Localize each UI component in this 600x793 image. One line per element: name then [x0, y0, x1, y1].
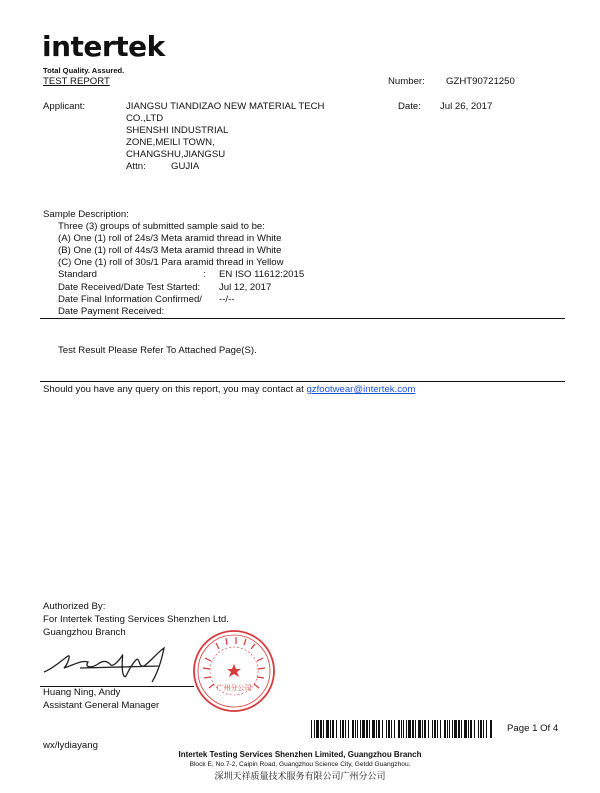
standard-label: Standard [58, 269, 97, 280]
logo-tagline: Total Quality. Assured. [43, 66, 125, 75]
applicant-line: CO.,LTD [126, 113, 164, 124]
divider [40, 381, 565, 382]
date-received-value: Jul 12, 2017 [219, 282, 272, 293]
date-payment-label: Date Payment Received: [58, 306, 165, 317]
attn-value: GUJIA [171, 161, 200, 172]
standard-value: EN ISO 11612:2015 [219, 269, 305, 280]
authorized-company: For Intertek Testing Services Shenzhen Ltd. [43, 614, 229, 625]
company-seal-stamp [191, 628, 277, 714]
standard-separator: : [203, 269, 206, 280]
sample-heading: Sample Description: [43, 209, 129, 220]
barcode [311, 720, 495, 738]
contact-text: Should you have any query on this report, you may contact at [43, 384, 307, 395]
date-received-label: Date Received/Date Test Started: [58, 282, 201, 293]
applicant-line: JIANGSU TIANDIZAO NEW MATERIAL TECH [126, 101, 325, 112]
authorized-branch: Guangzhou Branch [43, 627, 126, 638]
report-date: Jul 26, 2017 [440, 101, 493, 112]
sample-item: (B) One (1) roll of 44s/3 Meta aramid thread in White [58, 245, 282, 256]
stamp-center-text: 广州分公司 [216, 684, 252, 692]
number-label: Number: [388, 76, 425, 87]
divider [40, 318, 565, 319]
footer-reference: wx/lydiayang [43, 740, 98, 751]
signer-name: Huang Ning, Andy [43, 687, 121, 698]
applicant-line: CHANGSHU,JIANGSU [126, 149, 226, 160]
test-result-text: Test Result Please Refer To Attached Page(S). [58, 345, 257, 356]
applicant-line: ZONE,MEILI TOWN, [126, 137, 215, 148]
page-number: Page 1 Of 4 [507, 723, 559, 734]
signer-title: Assistant General Manager [43, 700, 160, 711]
intertek-logo: intertek [42, 30, 165, 63]
report-number: GZHT90721250 [446, 76, 515, 87]
applicant-label: Applicant: [43, 101, 86, 112]
sample-item: (A) One (1) roll of 24s/3 Meta aramid thread in White [58, 233, 282, 244]
sample-intro: Three (3) groups of submitted sample said to be: [58, 221, 265, 232]
contact-email-link[interactable]: gzfootwear@intertek.com [306, 384, 416, 395]
attn-label: Attn: [126, 161, 146, 172]
document-type: TEST REPORT [43, 76, 110, 87]
footer-company: Intertek Testing Services Shenzhen Limited, Guangzhou Branch [178, 750, 422, 759]
signature-image [40, 638, 190, 688]
date-confirmed-value: --/-- [219, 294, 235, 305]
contact-line [43, 384, 415, 395]
footer-address: Block E, No.7-2, Caipin Road, Guangzhou Science City, Getdd Guangzhou. [189, 761, 411, 768]
sample-item: (C) One (1) roll of 30s/1 Para aramid thread in Yellow [58, 257, 284, 268]
applicant-line: SHENSHI INDUSTRIAL [126, 125, 229, 136]
authorized-heading: Authorized By: [43, 601, 106, 612]
date-confirmed-label: Date Final Information Confirmed/ [58, 294, 202, 305]
date-label: Date: [398, 101, 421, 112]
footer-chinese-name: 深圳天祥质量技术服务有限公司广州分公司 [214, 772, 386, 782]
